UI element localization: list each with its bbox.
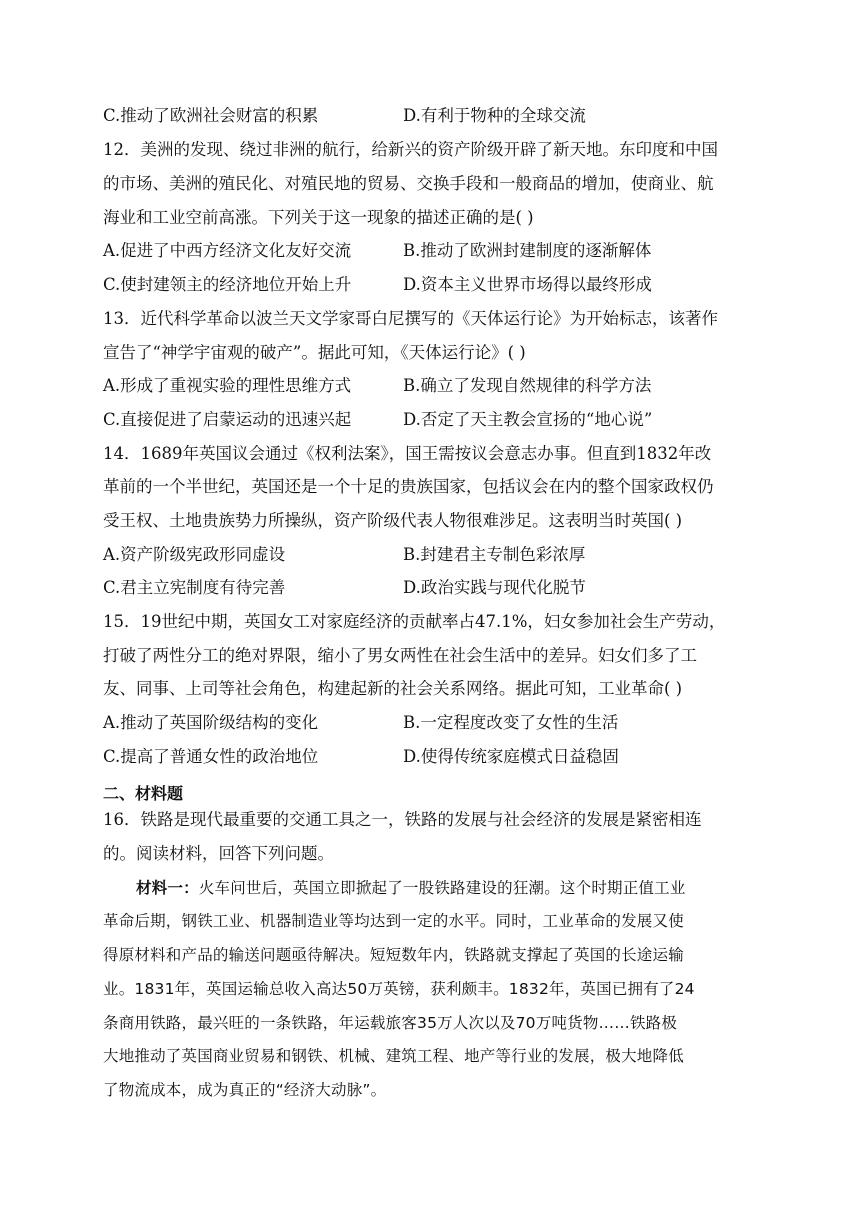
q12-option-b: B.推动了欧洲封建制度的逐渐解体: [403, 241, 652, 260]
q12-option-d: D.资本主义世界市场得以最终形成: [403, 275, 652, 294]
q12-option-c: C.使封建领主的经济地位开始上升: [103, 275, 352, 294]
material1-line-7: 了物流成本，成为真正的“经济大动脉”。: [103, 1081, 387, 1099]
material1-line-3: 得原材料和产品的输送问题亟待解决。短短数年内，铁路就支撑起了英国的长途运输: [103, 946, 684, 964]
q15-option-b: B.一定程度改变了女性的生活: [403, 713, 619, 732]
q14-option-b: B.封建君主专制色彩浓厚: [403, 545, 586, 564]
q16-stem-line-2: 的。阅读材料，回答下列问题。: [103, 844, 334, 863]
q14-option-a: A.资产阶级宪政形同虚设: [103, 545, 286, 564]
q12-options-cd: [103, 273, 783, 297]
q13-options-ab: [103, 374, 783, 398]
q14-stem-line-3: 受王权、土地贵族势力所操纵，资产阶级代表人物很难涉足。这表明当时英国( ): [103, 511, 683, 530]
q14-stem-line-1: 14．1689年英国议会通过《权利法案》，国王需按议会意志办事。但直到1832年改: [103, 444, 712, 463]
q12-stem-line-2: 的市场、美洲的殖民化、对殖民地的贸易、交换手段和一般商品的增加，使商业、航: [103, 174, 714, 193]
material1-label: 材料一：: [136, 879, 199, 897]
q13-stem-line-2: 宣告了“神学宇宙观的破产”。据此可知，《天体运行论》( ): [103, 343, 526, 362]
q16-stem-line-1: 16．铁路是现代最重要的交通工具之一，铁路的发展与社会经济的发展是紧密相连: [103, 810, 702, 829]
q15-option-d: D.使得传统家庭模式日益稳固: [403, 747, 619, 766]
q13-option-d: D.否定了天主教会宣扬的“地心说”: [403, 410, 653, 429]
q11-options-cd: [103, 104, 783, 128]
q13-option-c: C.直接促进了启蒙运动的迅速兴起: [103, 410, 352, 429]
material1-line-1: [136, 876, 686, 900]
q13-option-a: A.形成了重视实验的理性思维方式: [103, 376, 352, 395]
material1-text-1: 火车问世后，英国立即掀起了一股铁路建设的狂潮。这个时期正值工业: [198, 879, 686, 897]
q13-options-cd: [103, 408, 783, 432]
q15-stem-line-3: 友、同事、上司等社会角色，构建起新的社会关系网络。据此可知，工业革命( ): [103, 679, 683, 698]
q12-options-ab: [103, 239, 783, 263]
q15-options-cd: [103, 745, 783, 769]
q15-option-a: A.推动了英国阶级结构的变化: [103, 713, 319, 732]
q11-option-d: D.有利于物种的全球交流: [403, 106, 586, 125]
q15-stem-line-1: 15．19世纪中期，英国女工对家庭经济的贡献率占47.1%，妇女参加社会生产劳动，: [103, 612, 726, 631]
material1-line-6: 大地推动了英国商业贸易和钢铁、机械、建筑工程、地产等行业的发展，极大地降低: [103, 1047, 684, 1065]
q12-option-a: A.促进了中西方经济文化友好交流: [103, 241, 352, 260]
q15-stem-line-2: 打破了两性分工的绝对界限，缩小了男女两性在社会生活中的差异。妇女们多了工: [103, 646, 697, 665]
q13-option-b: B.确立了发现自然规律的科学方法: [403, 376, 652, 395]
q12-stem-line-1: 12．美洲的发现、绕过非洲的航行，给新兴的资产阶级开辟了新天地。东印度和中国: [103, 140, 718, 159]
q14-option-c: C.君主立宪制度有待完善: [103, 578, 286, 597]
q14-option-d: D.政治实践与现代化脱节: [403, 578, 586, 597]
q14-options-ab: [103, 543, 783, 567]
q11-option-c: C.推动了欧洲社会财富的积累: [103, 106, 319, 125]
material1-line-4: 业。1831年，英国运输总收入高达50万英镑，获利颇丰。1832年，英国已拥有了24: [103, 980, 695, 998]
q12-stem-line-3: 海业和工业空前高涨。下列关于这一现象的描述正确的是( ): [103, 208, 534, 227]
q15-options-ab: [103, 711, 783, 735]
q14-stem-line-2: 革前的一个半世纪，英国还是一个十足的贵族国家，包括议会在内的整个国家政权仍: [103, 477, 714, 496]
q15-option-c: C.提高了普通女性的政治地位: [103, 747, 319, 766]
q13-stem-line-1: 13．近代科学革命以波兰天文学家哥白尼撰写的《天体运行论》为开始标志，该著作: [103, 309, 718, 328]
material1-line-2: 革命后期，钢铁工业、机器制造业等均达到一定的水平。同时，工业革命的发展又使: [103, 912, 684, 930]
material1-line-5: 条商用铁路，最兴旺的一条铁路，年运载旅客35万人次以及70万吨货物……铁路极: [103, 1014, 678, 1032]
q14-options-cd: [103, 576, 783, 600]
section-heading: 二、材料题: [103, 784, 184, 803]
